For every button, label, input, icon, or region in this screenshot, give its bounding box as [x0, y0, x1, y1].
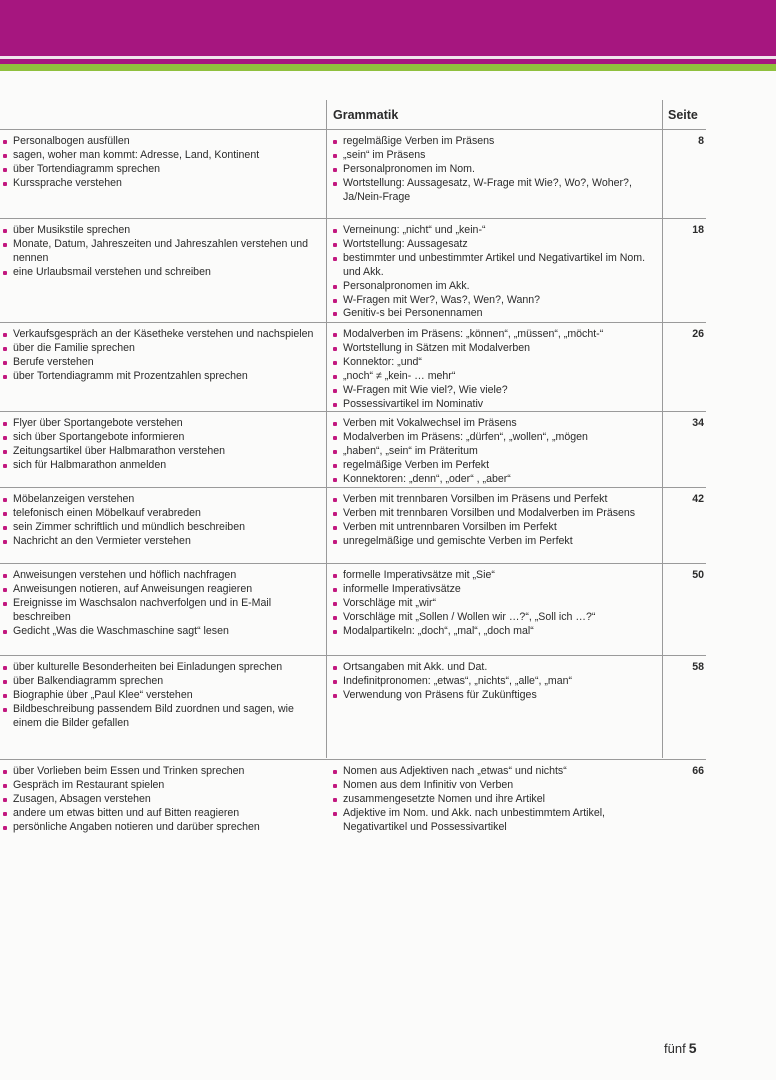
- list-item: Genitiv-s bei Personennamen: [332, 307, 660, 321]
- list-item: Personalbogen ausfüllen: [2, 135, 322, 149]
- list-item: Modalverben im Präsens: „können“, „müssen“, „möcht-“: [332, 328, 660, 342]
- list-item: unregelmäßige und gemischte Verben im Perfekt: [332, 535, 660, 549]
- list-item: telefonisch einen Möbelkauf verabreden: [2, 507, 322, 521]
- list-item: Possessivartikel im Nominativ: [332, 398, 660, 412]
- list-item: Verben mit Vokalwechsel im Präsens: [332, 417, 660, 431]
- list-item: Berufe verstehen: [2, 356, 322, 370]
- grammar-cell: [332, 493, 660, 549]
- header-grammar: Grammatik: [333, 108, 399, 122]
- list-item: über Musikstile sprechen: [2, 224, 322, 238]
- list-item: Verneinung: „nicht“ und „kein-“: [332, 224, 660, 238]
- table-row: [0, 759, 706, 861]
- list-item: Anweisungen verstehen und höflich nachfragen: [2, 569, 322, 583]
- list-item: Zusagen, Absagen verstehen: [2, 793, 322, 807]
- list-item: Nomen aus dem Infinitiv von Verben: [332, 779, 660, 793]
- topics-cell: [2, 569, 322, 639]
- table-row: [0, 487, 706, 564]
- grammar-cell: [332, 765, 660, 835]
- list-item: „sein“ im Präsens: [332, 149, 660, 163]
- list-item: persönliche Angaben notieren und darüber sprechen: [2, 821, 322, 835]
- grammar-cell: [332, 135, 660, 205]
- list-item: Konnektoren: „denn“, „oder“ , „aber“: [332, 473, 660, 487]
- grammar-cell: [332, 328, 660, 411]
- list-item: Ereignisse im Waschsalon nachverfolgen und in E-Mail beschreiben: [2, 597, 322, 625]
- topics-cell: [2, 224, 322, 280]
- grammar-cell: [332, 417, 660, 487]
- list-item: Monate, Datum, Jahreszeiten und Jahreszahlen verstehen und nennen: [2, 238, 322, 266]
- list-item: Zeitungsartikel über Halbmarathon verstehen: [2, 445, 322, 459]
- table-row: [0, 218, 706, 323]
- list-item: Wortstellung: Aussagesatz, W-Frage mit Wie?, Wo?, Woher?, Ja/Nein-Frage: [332, 177, 660, 205]
- list-item: über die Familie sprechen: [2, 342, 322, 356]
- table-row: [0, 563, 706, 656]
- list-item: Indefinitpronomen: „etwas“, „nichts“, „alle“, „man“: [332, 675, 660, 689]
- top-banner: [0, 0, 776, 56]
- list-item: sein Zimmer schriftlich und mündlich beschreiben: [2, 521, 322, 535]
- header-page: Seite: [668, 108, 698, 122]
- list-item: Adjektive im Nom. und Akk. nach unbestimmtem Artikel, Negativartikel und Possessivartikel: [332, 807, 660, 835]
- list-item: Gedicht „Was die Waschmaschine sagt“ lesen: [2, 625, 322, 639]
- list-item: zusammengesetzte Nomen und ihre Artikel: [332, 793, 660, 807]
- list-item: sich für Halbmarathon anmelden: [2, 459, 322, 473]
- list-item: Möbelanzeigen verstehen: [2, 493, 322, 507]
- list-item: formelle Imperativsätze mit „Sie“: [332, 569, 660, 583]
- list-item: Ortsangaben mit Akk. und Dat.: [332, 661, 660, 675]
- page-number: 34: [692, 417, 704, 429]
- list-item: über Tortendiagramm sprechen: [2, 163, 322, 177]
- list-item: Modalpartikeln: „doch“, „mal“, „doch mal“: [332, 625, 660, 639]
- page-number: 66: [692, 765, 704, 777]
- page-number: 26: [692, 328, 704, 340]
- list-item: sagen, woher man kommt: Adresse, Land, Kontinent: [2, 149, 322, 163]
- list-item: sich über Sportangebote informieren: [2, 431, 322, 445]
- page-number: 42: [692, 493, 704, 505]
- list-item: Anweisungen notieren, auf Anweisungen reagieren: [2, 583, 322, 597]
- list-item: W-Fragen mit Wie viel?, Wie viele?: [332, 384, 660, 398]
- list-item: Verben mit trennbaren Vorsilben im Präsens und Perfekt: [332, 493, 660, 507]
- list-item: Wortstellung in Sätzen mit Modalverben: [332, 342, 660, 356]
- list-item: Biographie über „Paul Klee“ verstehen: [2, 689, 322, 703]
- topics-cell: [2, 417, 322, 473]
- list-item: Personalpronomen im Akk.: [332, 280, 660, 294]
- list-item: Verben mit untrennbaren Vorsilben im Perfekt: [332, 521, 660, 535]
- table-row: [0, 411, 706, 488]
- list-item: Verben mit trennbaren Vorsilben und Modalverben im Präsens: [332, 507, 660, 521]
- page-number: 50: [692, 569, 704, 581]
- list-item: Vorschläge mit „Sollen / Wollen wir …?“, „Soll ich …?“: [332, 611, 660, 625]
- list-item: bestimmter und unbestimmter Artikel und Negativartikel im Nom. und Akk.: [332, 252, 660, 280]
- list-item: andere um etwas bitten und auf Bitten reagieren: [2, 807, 322, 821]
- list-item: Konnektor: „und“: [332, 356, 660, 370]
- footer-page-number: 5: [688, 1040, 697, 1056]
- list-item: über Tortendiagramm mit Prozentzahlen sprechen: [2, 370, 322, 384]
- list-item: informelle Imperativsätze: [332, 583, 660, 597]
- list-item: W-Fragen mit Wer?, Was?, Wen?, Wann?: [332, 294, 660, 308]
- green-accent-bar: [0, 64, 776, 71]
- table-row: [0, 322, 706, 412]
- list-item: Verwendung von Präsens für Zukünftiges: [332, 689, 660, 703]
- list-item: Personalpronomen im Nom.: [332, 163, 660, 177]
- list-item: regelmäßige Verben im Präsens: [332, 135, 660, 149]
- list-item: über Balkendiagramm sprechen: [2, 675, 322, 689]
- topics-cell: [2, 135, 322, 191]
- grammar-cell: [332, 569, 660, 639]
- list-item: eine Urlaubsmail verstehen und schreiben: [2, 266, 322, 280]
- topics-cell: [2, 328, 322, 384]
- page-number: 58: [692, 661, 704, 673]
- list-item: Gespräch im Restaurant spielen: [2, 779, 322, 793]
- table-row: [0, 655, 706, 760]
- topics-cell: [2, 493, 322, 549]
- list-item: über kulturelle Besonderheiten bei Einladungen sprechen: [2, 661, 322, 675]
- list-item: Modalverben im Präsens: „dürfen“, „wollen“, „mögen: [332, 431, 660, 445]
- list-item: Nachricht an den Vermieter verstehen: [2, 535, 322, 549]
- list-item: „noch“ ≠ „kein- … mehr“: [332, 370, 660, 384]
- grammar-cell: [332, 224, 660, 321]
- topics-cell: [2, 661, 322, 731]
- topics-cell: [2, 765, 322, 835]
- table-row: [0, 129, 706, 219]
- footer-word: fünf: [664, 1041, 686, 1056]
- list-item: Bildbeschreibung passendem Bild zuordnen und sagen, wie einem die Bilder gefallen: [2, 703, 322, 731]
- list-item: regelmäßige Verben im Perfekt: [332, 459, 660, 473]
- list-item: Kurssprache verstehen: [2, 177, 322, 191]
- list-item: Nomen aus Adjektiven nach „etwas“ und nichts“: [332, 765, 660, 779]
- page-number: 8: [698, 135, 704, 147]
- list-item: Verkaufsgespräch an der Käsetheke verstehen und nachspielen: [2, 328, 322, 342]
- list-item: Flyer über Sportangebote verstehen: [2, 417, 322, 431]
- list-item: Vorschläge mit „wir“: [332, 597, 660, 611]
- grammar-cell: [332, 661, 660, 703]
- list-item: über Vorlieben beim Essen und Trinken sprechen: [2, 765, 322, 779]
- page-footer: [664, 1040, 696, 1056]
- list-item: „haben“, „sein“ im Präteritum: [332, 445, 660, 459]
- page-number: 18: [692, 224, 704, 236]
- list-item: Wortstellung: Aussagesatz: [332, 238, 660, 252]
